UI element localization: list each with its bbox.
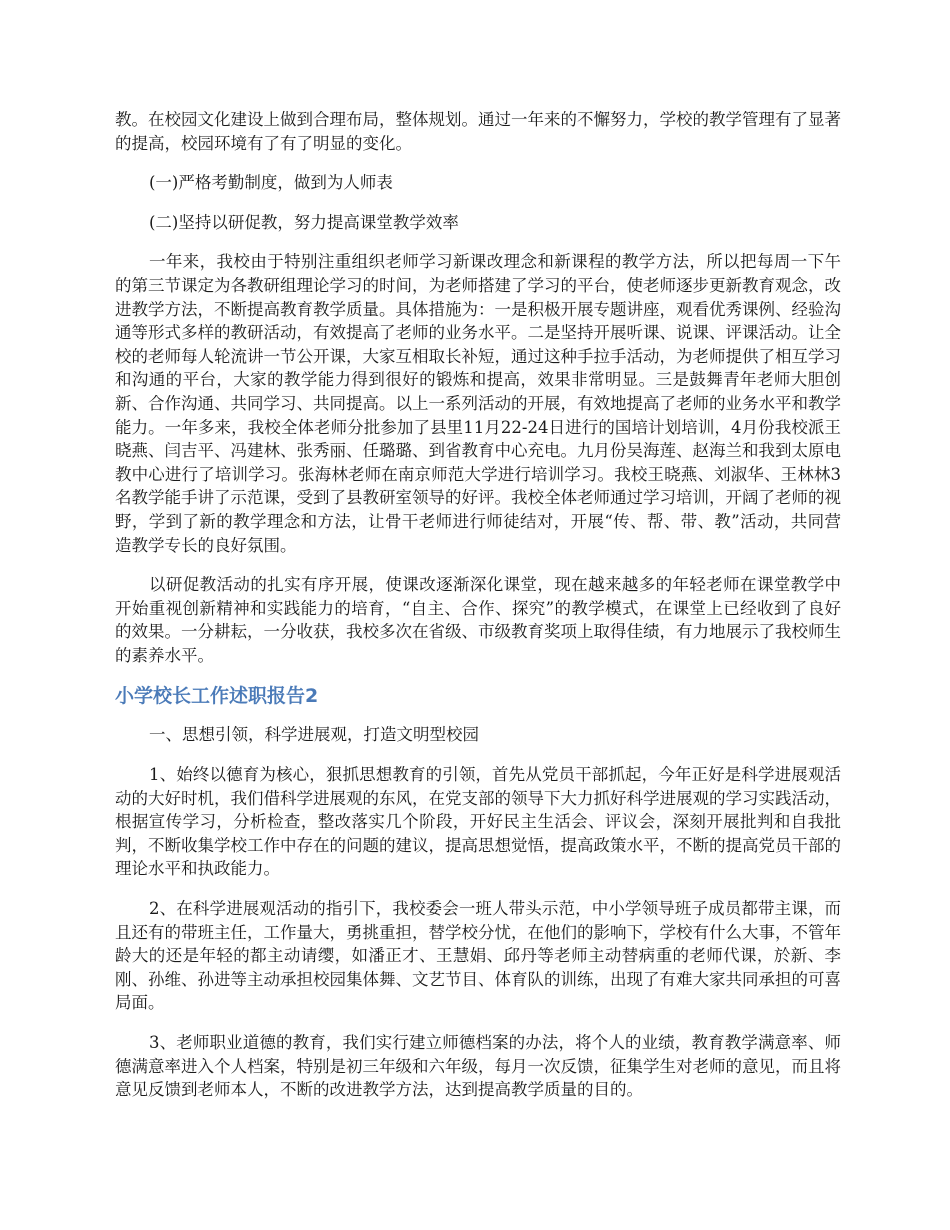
subheading-research-teaching: (二)坚持以研促教，努力提高课堂教学效率 xyxy=(149,212,459,232)
section-heading: 小学校长工作述职报告2 xyxy=(115,685,319,708)
paragraph-teacher-ethics: 3、老师职业道德的教育，我们实行建立师德档案的办法，将个人的业绩，教育教学满意率、师德满意率进入个人档案，特别是初三年级和六年级，每月一次反馈，征集学生对老师的意见，而且将意见反馈到老师本人，不断的改进教学方法，达到提高教学质量的目的。 xyxy=(115,1033,841,1100)
subheading-attendance: (一)严格考勤制度，做到为人师表 xyxy=(149,173,393,193)
paragraph-leadership: 2、在科学进展观活动的指引下，我校委会一班人带头示范，中小学领导班子成员都带主课，而且还有的带班主任，工作量大，勇挑重担，替学校分忧，在他们的影响下，学校有什么大事，不管年龄大的还是年轻的都主动请缨，如潘正才、王慧娟、邱丹等老师主动替病重的老师代课，於新、李刚、孙维、孙进等主动承担校园集体舞、文艺节目、体育队的训练，出现了有难大家共同承担的可喜局面。 xyxy=(115,899,841,1013)
paragraph-continuation: 教。在校园文化建设上做到合理布局，整体规划。通过一年来的不懈努力，学校的教学管理有了显著的提高，校园环境有了有了明显的变化。 xyxy=(115,110,841,153)
subheading-ideology: 一、思想引领，科学进展观，打造文明型校园 xyxy=(149,725,479,745)
document-page xyxy=(115,108,841,1118)
paragraph-training: 一年来，我校由于特别注重组织老师学习新课改理念和新课程的教学方法，所以把每周一下午的第三节课定为各教研组理论学习的时间，为老师搭建了学习的平台，使老师逐步更新教育观念，改进教学方法，不断提高教育教学质量。具体措施为：一是积极开展专题讲座，观看优秀课例、经验沟通等形式多样的教研活动，有效提高了老师的业务水平。二是坚持开展听课、说课、评课活动。让全校的老师每人轮流讲一节公开课，大家互相取长补短，通过这种手拉手活动，为老师提供了相互学习和沟通的平台，大家的教学能力得到很好的锻炼和提高，效果非常明显。三是鼓舞青年老师大胆创新、合作沟通、共同学习、共同提高。以上一系列活动的开展，有效地提高了老师的业务水平和教学能力。一年多来，我校全体老师分批参加了县里11月22-24日进行的国培计划培训，4月份我校派王晓燕、闫吉平、冯建林、张秀丽、任璐璐、到省教育中心充电。九月份吴海莲、赵海兰和我到太原电教中心进行了培训学习。张海林老师在南京师范大学进行培训学习。我校王晓燕、刘淑华、王林林3名教学能手讲了示范课，受到了县教研室领导的好评。我校全体老师通过学习培训，开阔了老师的视野，学到了新的教学理念和方法，让骨干老师进行师徒结对，开展“传、帮、带、教”活动，共同营造教学专长的良好氛围。 xyxy=(115,252,841,555)
paragraph-results: 以研促教活动的扎实有序开展，使课改逐渐深化课堂，现在越来越多的年轻老师在课堂教学中开始重视创新精神和实践能力的培育，“自主、合作、探究”的教学模式，在课堂上已经收到了良好的效果。一分耕耘，一分收获，我校多次在省级、市级教育奖项上取得佳绩，有力地展示了我校师生的素养水平。 xyxy=(115,575,841,665)
paragraph-moral-education: 1、始终以德育为核心，狠抓思想教育的引领，首先从党员干部抓起，今年正好是科学进展观活动的大好时机，我们借科学进展观的东风，在党支部的领导下大力抓好科学进展观的学习实践活动，根据宣传学习，分析检查，整改落实几个阶段，开好民主生活会、评议会，深刻开展批判和自我批判，不断收集学校工作中存在的问题的建议，提高思想觉悟，提高政策水平，不断的提高党员干部的理论水平和执政能力。 xyxy=(115,765,841,879)
